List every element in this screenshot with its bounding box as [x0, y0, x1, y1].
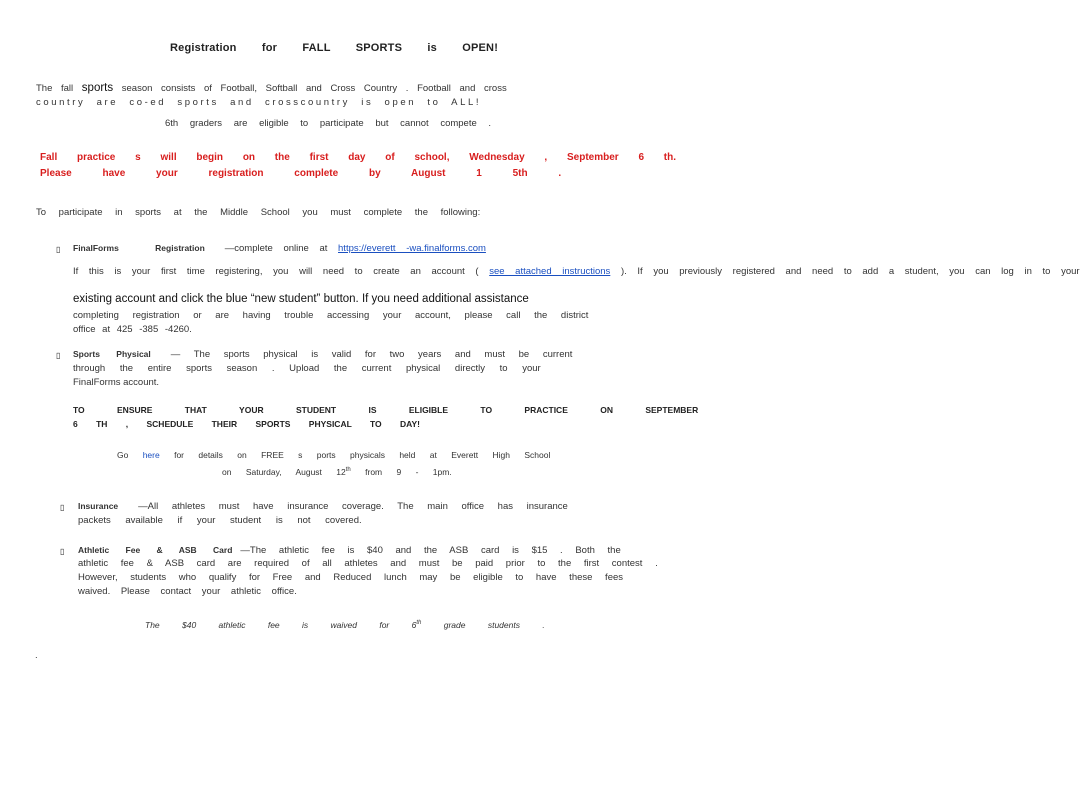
athletic-line-3: However, students who qualify for Free and Reduced lunch may be eligible to have these fees	[78, 572, 624, 583]
checkbox-bullet-icon: ▯	[56, 245, 61, 254]
footer-mark: .	[35, 650, 38, 661]
go-text-cont: for details on FREE s ports physicals held at Everett High School	[159, 450, 551, 460]
finalforms-para-text: If this is your first time registering, you will need to create an account (	[73, 266, 490, 277]
here-link[interactable]: here	[142, 450, 160, 460]
physical-caps-line-1: TO ENSURE THAT YOUR STUDENT IS ELIGIBLE TO PRACTICE ON SEPTEMBER	[73, 405, 699, 415]
physical-caps-line-2: 6 TH , SCHEDULE THEIR SPORTS PHYSICAL TO DAY!	[73, 419, 420, 429]
athletic-line-1	[78, 544, 621, 557]
finalforms-link[interactable]: https://everett -wa.finalforms.com	[338, 243, 486, 254]
finalforms-para-line-2: existing account and click the blue “new student” button. If you need additional assistance	[73, 293, 529, 305]
physical-date-line	[222, 464, 452, 478]
finalforms-dash-text: —complete online at	[224, 243, 339, 254]
date-text-cont: from 9 - 1pm.	[350, 466, 452, 477]
physical-line-1	[73, 348, 572, 361]
go-text: Go	[117, 450, 143, 460]
physical-line-2: through the entire sports season . Upload the current physical directly to your	[73, 363, 541, 374]
athletic-note	[145, 617, 545, 631]
practice-line-1: Fall practice s will begin on the first day of school, Wednesday , September 6 th.	[40, 152, 677, 163]
insurance-text: —All athletes must have insurance coverage. The main office has insurance	[138, 501, 568, 512]
intro-emphasis: sports	[81, 82, 114, 94]
checkbox-bullet-icon: ▯	[60, 547, 65, 556]
intro-line-1	[36, 82, 507, 95]
athletic-line-2: athletic fee & ASB card are required of all athletes and must be paid prior to the first contest .	[78, 558, 658, 569]
practice-line-2: Please have your registration complete by August 1 5th .	[40, 168, 562, 179]
intro-line-2: country are co-ed sports and crosscountry is open to ALL!	[36, 97, 482, 108]
checkbox-bullet-icon: ▯	[60, 503, 65, 512]
physical-heading: Sports Physical	[73, 349, 151, 359]
finalforms-para-line-4: office at 425 -385 -4260.	[73, 324, 192, 335]
date-superscript: th	[345, 467, 351, 473]
athletic-line-4: waived. Please contact your athletic office.	[78, 586, 297, 597]
finalforms-para-line-3: completing registration or are having trouble accessing your account, please call the district	[73, 310, 589, 321]
finalforms-para-line-1	[73, 266, 1080, 278]
finalforms-line	[73, 242, 486, 255]
intro-text-cont: season consists of Football, Softball and Cross Country . Football and cross	[113, 83, 507, 94]
physical-text: — The sports physical is valid for two years and must be current	[170, 349, 573, 360]
note-superscript: th	[416, 620, 422, 626]
note-text: The $40 athletic fee is waived for 6	[145, 619, 417, 630]
page-title: Registration for FALL SPORTS is OPEN!	[170, 42, 499, 54]
insurance-line-1	[78, 500, 568, 513]
participate-text: To participate in sports at the Middle School you must complete the following:	[36, 207, 481, 218]
intro-line-3: 6th graders are eligible to participate but cannot compete .	[165, 118, 492, 129]
insurance-line-2: packets available if your student is not covered.	[78, 515, 362, 526]
athletic-text: —The athletic fee is $40 and the ASB card is $15 . Both the	[240, 545, 621, 556]
finalforms-para-text-cont: ). If you previously registered and need to add a student, you can log in to your	[610, 266, 1080, 277]
physical-line-3: FinalForms account.	[73, 377, 160, 388]
checkbox-bullet-icon: ▯	[56, 351, 61, 360]
physical-go-line	[117, 449, 550, 461]
date-text: on Saturday, August 12	[222, 466, 346, 477]
intro-text: The fall	[36, 83, 82, 94]
instructions-link[interactable]: see attached instructions	[489, 266, 611, 277]
note-text-cont: grade students .	[421, 619, 545, 630]
finalforms-heading: FinalForms Registration	[73, 243, 205, 253]
athletic-heading: Athletic Fee & ASB Card	[78, 545, 233, 555]
insurance-heading: Insurance	[78, 501, 119, 511]
